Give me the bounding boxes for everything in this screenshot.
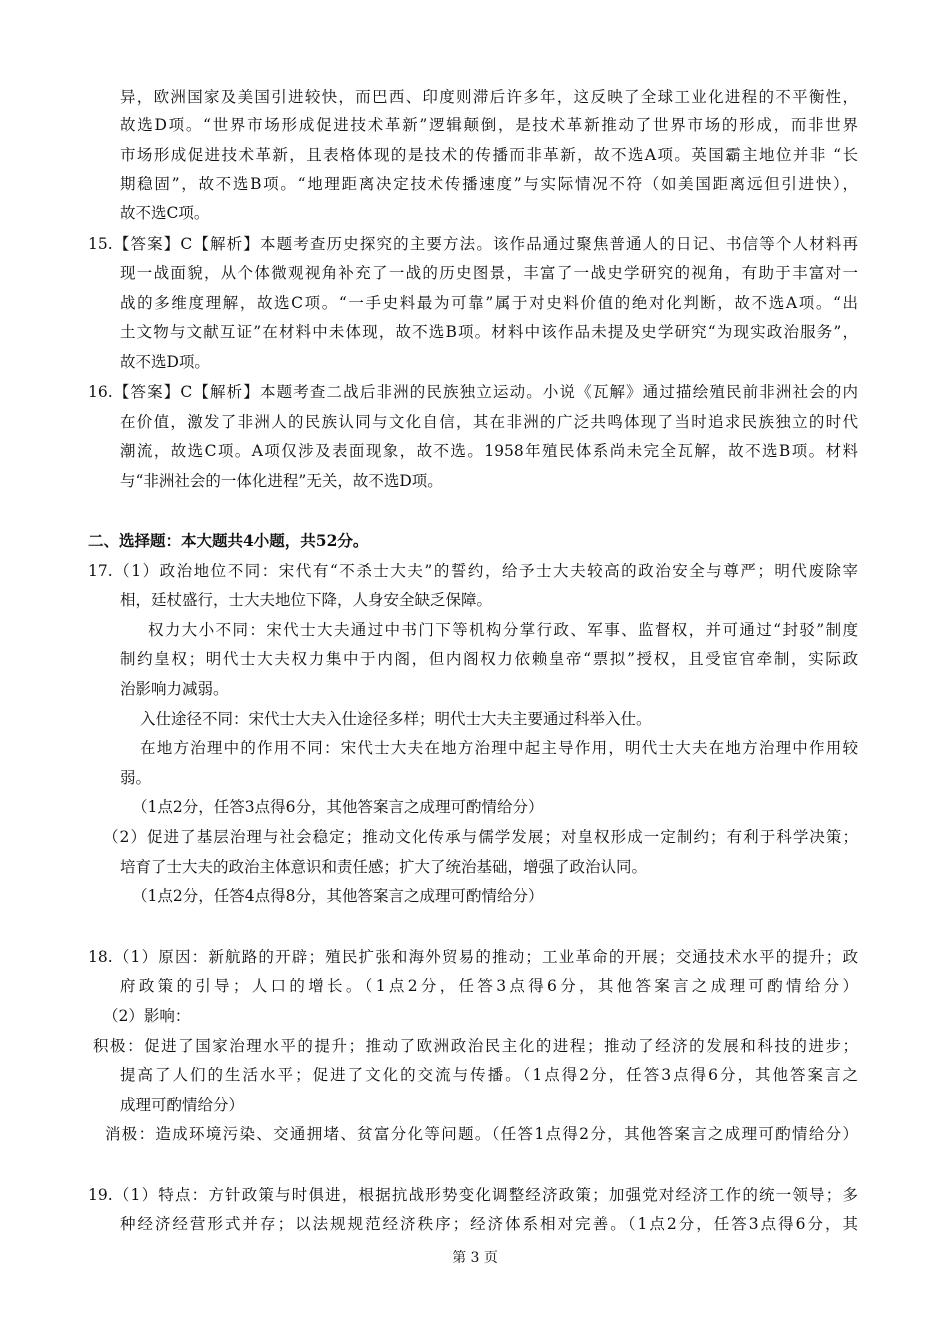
- text-line: 土文物与文献互证”在材料中未体现，故不选B项。材料中该作品未提及史学研究“为现实政治服务”，: [120, 323, 858, 341]
- text-line: 15.【答案】C【解析】本题考查历史探究的主要方法。该作品通过聚焦普通人的日记、书信等个人材料再: [88, 235, 858, 253]
- text-line: 19.（1）特点：方针政策与时俱进，根据抗战形势变化调整经济政策；加强党对经济工作的统一领导；多: [88, 1186, 858, 1204]
- text-line: 18.（1）原因：新航路的开辟；殖民扩张和海外贸易的推动；工业革命的开展；交通技术水平的提升；政: [88, 948, 858, 966]
- text-line: 期稳固”，故不选B项。“地理距离决定技术传播速度”与实际情况不符（如美国距离远但引进快），: [120, 175, 858, 193]
- text-line: （1点2分，任答3点得6分，其他答案言之成理可酌情给分）: [132, 798, 544, 816]
- text-line: 入仕途径不同：宋代士大夫入仕途径多样；明代士大夫主要通过科举入仕。: [140, 710, 652, 728]
- text-line: 现一战面貌，从个体微观视角补充了一战的历史图景，丰富了一战史学研究的视角，有助于丰富对一: [120, 264, 858, 282]
- text-line: 与“非洲社会的一体化进程”无关，故不选D项。: [120, 472, 443, 490]
- text-line: 相，廷杖盛行，士大夫地位下降，人身安全缺乏保障。: [120, 591, 493, 609]
- text-line: 故不选D项。: [120, 353, 210, 371]
- text-line: （2）促进了基层治理与社会稳定；推动文化传承与儒学发展；对皇权形成一定制约；有利于科学决策；: [103, 828, 858, 846]
- text-line: 提高了人们的生活水平；促进了文化的交流与传播。（1点得2分，任答3点得6分，其他答案言之: [120, 1066, 858, 1084]
- text-line: 潮流，故选C项。A项仅涉及表面现象，故不选。1958年殖民体系尚未完全瓦解，故不选B项。材料: [120, 442, 858, 460]
- text-line: 府政策的引导；人口的增长。（1点2分，任答3点得6分，其他答案言之成理可酌情给分）: [120, 977, 858, 995]
- text-line: 培育了士大夫的政治主体意识和责任感；扩大了统治基础，增强了政治认同。: [120, 858, 648, 876]
- text-line: 权力大小不同：宋代士大夫通过中书门下等机构分掌行政、军事、监督权，并可通过“封驳”制度: [148, 621, 858, 639]
- text-line: 消极：造成环境污染、交通拥堵、贫富分化等问题。（任答1点得2分，其他答案言之成理可酌情给分）: [105, 1125, 858, 1143]
- text-line: 制约皇权；明代士大夫权力集中于内阁，但内阁权力依赖皇帝“票拟”授权，且受宦官牵制，实际政: [120, 650, 858, 668]
- text-line: 故选D项。“世界市场形成促进技术革新”逻辑颠倒，是技术革新推动了世界市场的形成，而非世界: [120, 116, 858, 134]
- text-line: 在地方治理中的作用不同：宋代士大夫在地方治理中起主导作用，明代士大夫在地方治理中作用较: [140, 739, 858, 757]
- text-line: 积极：促进了国家治理水平的提升；推动了欧洲政治民主化的进程；推动了经济的发展和科技的进步；: [93, 1037, 858, 1055]
- page-number: 第 3 页: [452, 1250, 498, 1266]
- text-line: 异，欧洲国家及美国引进较快，而巴西、印度则滞后许多年，这反映了全球工业化进程的不平衡性，: [120, 88, 858, 106]
- text-line: 弱。: [120, 769, 152, 787]
- text-line: 成理可酌情给分）: [120, 1096, 245, 1114]
- text-line: 战的多维度理解，故选C项。“一手史料最为可靠”属于对史料价值的绝对化判断，故不选A项。“出: [120, 294, 858, 312]
- section-heading: 二、选择题：本大题共4小题，共52分。: [88, 531, 369, 550]
- text-line: 故不选C项。: [120, 204, 210, 222]
- text-line: 在价值，激发了非洲人的民族认同与文化自信，其在非洲的广泛共鸣体现了当时追求民族独立的时代: [120, 413, 858, 431]
- text-line: 治影响力减弱。: [120, 680, 229, 698]
- text-line: （1点2分，任答4点得8分，其他答案言之成理可酌情给分）: [132, 887, 544, 905]
- text-line: 16.【答案】C【解析】本题考查二战后非洲的民族独立运动。小说《瓦解》通过描绘殖民前非洲社会的内: [88, 383, 858, 401]
- text-line: 种经济经营形式并存；以法规规范经济秩序；经济体系相对完善。（1点2分，任答3点得6分，其: [120, 1215, 858, 1233]
- text-line: 市场形成促进技术革新，且表格体现的是技术的传播而非革新，故不选A项。英国霸主地位并非 “长: [120, 146, 858, 164]
- text-line: 17.（1）政治地位不同：宋代有“不杀士大夫”的誓约，给予士大夫较高的政治安全与尊严；明代废除宰: [88, 562, 858, 580]
- text-line: （2）影响：: [103, 1007, 191, 1025]
